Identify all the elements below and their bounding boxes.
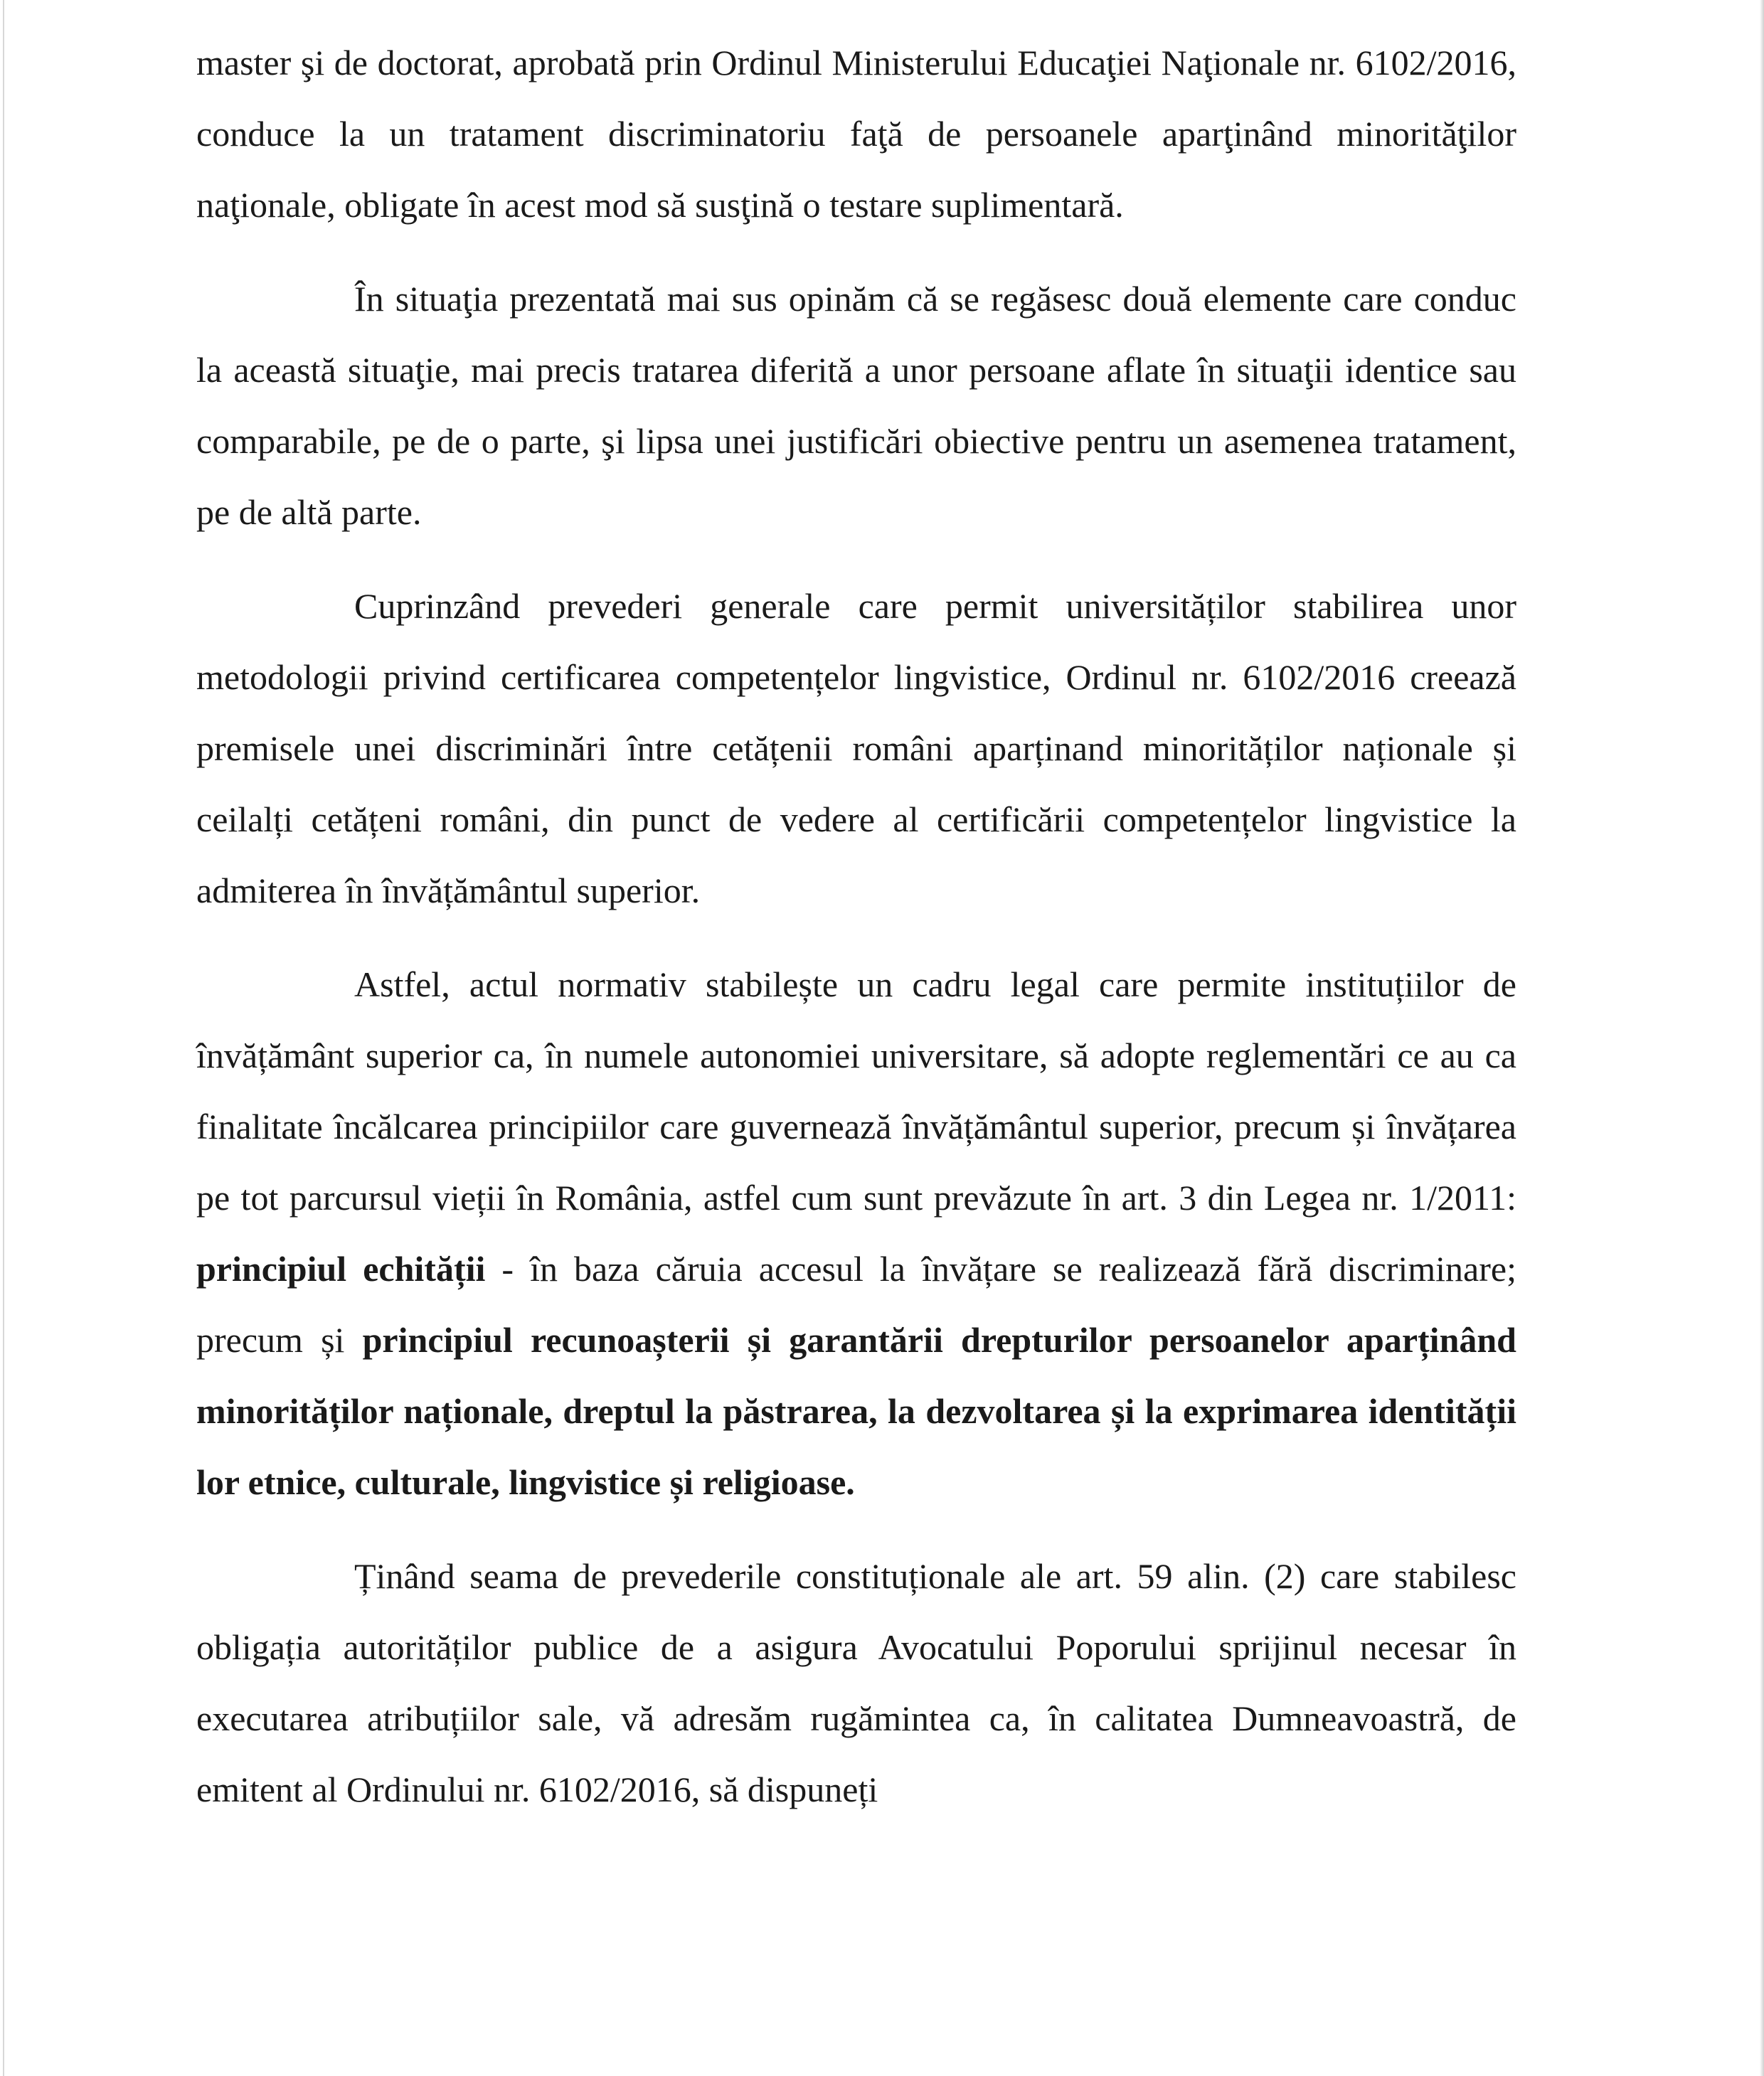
- principle-equity-bold: principiul echității: [196, 1249, 486, 1289]
- scan-left-edge: [3, 0, 4, 2076]
- paragraph-2: [196, 263, 1516, 548]
- paragraph-5: [196, 1540, 1516, 1825]
- document-body: [196, 27, 1516, 1825]
- paragraph-4-text-a: Astfel, actul normativ stabilește un cadru legal care permite instituțiilor de învățământ superior ca, în numele autonomiei universitare, să adopte reglementări ce au ca finalitate încălcarea principiilor care guvernează învățământul superior, precum și învățarea pe tot parcursul vieții în România, astfel cum sunt prevăzute în art. 3 din Legea nr. 1/2011:: [196, 964, 1516, 1218]
- paragraph-gap: [196, 926, 1516, 949]
- paragraph-3-text: Cuprinzând prevederi generale care permit universităților stabilirea unor metodologii privind certificarea competențelor lingvistice, Ordinul nr. 6102/2016 creează premisele unei discriminări între cetățenii români aparținand minorităților naționale și ceilalți cetățeni români, din punct de vedere al certificării competențelor lingvistice la admiterea în învățământul superior.: [196, 586, 1516, 910]
- paragraph-2-text: În situaţia prezentată mai sus opinăm că se regăsesc două elemente care conduc la această situaţie, mai precis tratarea diferită a unor persoane aflate în situaţii identice sau comparabile, pe de o parte, şi lipsa unei justificări obiective pentru un asemenea tratament, pe de altă parte.: [196, 279, 1516, 532]
- paragraph-gap: [196, 240, 1516, 263]
- paragraph-gap: [196, 1518, 1516, 1540]
- paragraph-1-text: master şi de doctorat, aprobată prin Ordinul Ministerului Educaţiei Naţionale nr. 6102/2016, conduce la un tratament discriminatoriu faţă de persoanele aparţinând minorităţilor naţionale, obligate în acest mod să susţină o testare suplimentară.: [196, 43, 1516, 225]
- paragraph-gap: [196, 548, 1516, 570]
- paragraph-5-text: Ținând seama de prevederile constituționale ale art. 59 alin. (2) care stabilesc obligația autorităților publice de a asigura Avocatului Poporului sprijinul necesar în executarea atribuțiilor sale, vă adresăm rugămintea ca, în calitatea Dumneavoastră, de emitent al Ordinului nr. 6102/2016, să dispuneți: [196, 1556, 1516, 1809]
- paragraph-3: [196, 570, 1516, 926]
- paragraph-4: [196, 949, 1516, 1518]
- paragraph-1: [196, 27, 1516, 240]
- paragraph-4-text-b: - în baza căruia accesul la învățare se realizează fără discriminare; precum și: [196, 1249, 1516, 1360]
- principle-minority-rights-bold: principiul recunoașterii și garantării drepturilor persoanelor aparținând minorităților naționale, dreptul la păstrarea, la dezvoltarea și la exprimarea identității lor etnice, culturale, lingvistice și religioase.: [196, 1320, 1516, 1502]
- scan-right-edge: [1760, 0, 1764, 2076]
